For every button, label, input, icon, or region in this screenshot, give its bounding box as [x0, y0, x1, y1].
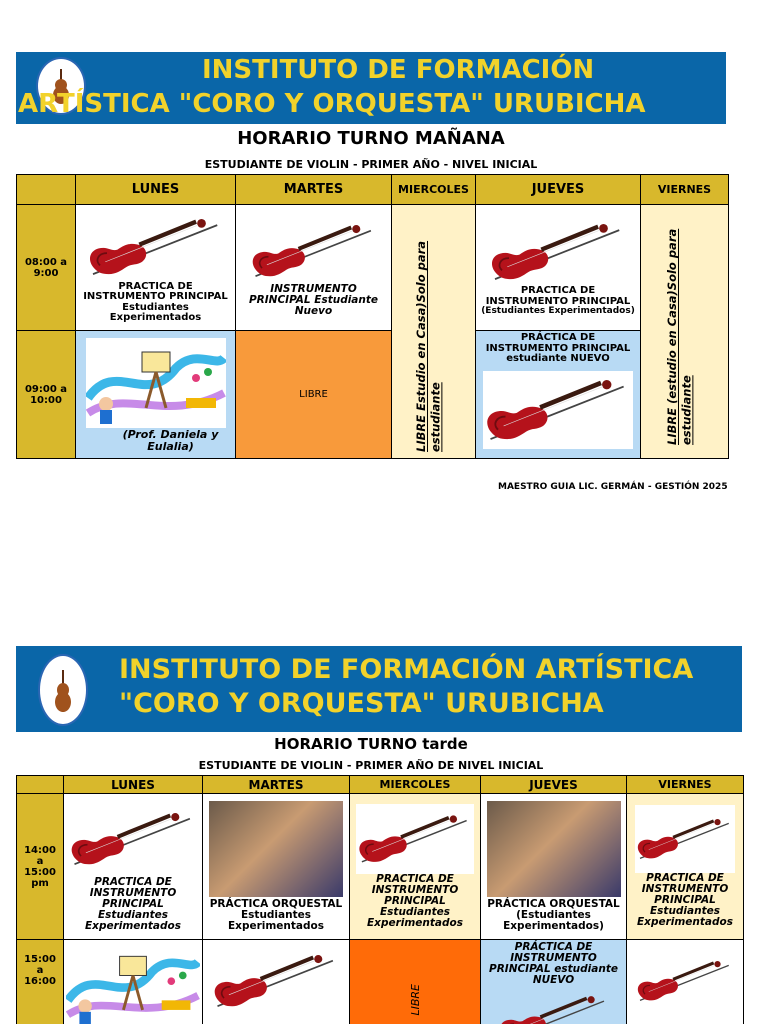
banner-bottom-line2: "CORO Y ORQUESTA" URUBICHA	[119, 688, 604, 719]
violin-image	[494, 994, 614, 1024]
violin-image	[483, 371, 633, 449]
subtitle-afternoon: ESTUDIANTE DE VIOLIN - PRIMER AÑO DE NIVEL INICIAL	[198, 759, 544, 772]
cell-thu-slot1-subtext: (Estudiantes Experimentados)	[481, 306, 635, 317]
cell-fri-slot1-text: PRACTICA DE INSTRUMENTO PRINCIPAL Estudiantes Experimentados	[637, 871, 733, 929]
schedule-table-afternoon	[16, 775, 744, 1024]
violin-image	[249, 218, 379, 284]
header-jueves: JUEVES	[481, 776, 627, 794]
header-corner	[17, 776, 64, 794]
orchestra-photo	[487, 801, 621, 897]
cell-tue-slot2-text: LIBRE	[299, 389, 328, 400]
time-slot-2: 09:00 a 10:00	[17, 331, 76, 459]
cell-thu-slot2-text: PRÁCTICA DE INSTRUMENTO PRINCIPAL estudiante NUEVO	[489, 941, 618, 987]
orchestra-photo	[209, 801, 343, 897]
cell-wed-slot2-text: LIBRE	[408, 984, 422, 1016]
music-theory-image	[66, 942, 200, 1024]
cell-fri-free	[641, 205, 729, 459]
cell-wed-slot1	[350, 794, 481, 940]
schedule-table-morning	[16, 174, 729, 459]
cell-mon-slot1-text: PRACTICA DE INSTRUMENTO PRINCIPAL Estudiantes Experimentados	[85, 875, 181, 933]
cell-fri-slot1	[627, 794, 744, 940]
header-lunes: LUNES	[64, 776, 203, 794]
violin-logo-icon	[40, 656, 86, 724]
cell-thu-slot1	[476, 205, 641, 331]
cell-mon-slot1	[76, 205, 236, 331]
banner-bottom	[16, 646, 742, 732]
header-martes: MARTES	[236, 175, 392, 205]
time-slot-1: 08:00 a 9:00	[17, 205, 76, 331]
cell-wed-vertical-text: LIBRE Estudio en Casa)Solo para estudiante	[413, 240, 442, 452]
violin-image	[635, 805, 735, 873]
page-title-afternoon: HORARIO TURNO tarde	[274, 735, 468, 753]
header-jueves: JUEVES	[476, 175, 641, 205]
cell-mon-slot2	[64, 940, 203, 1024]
header-miercoles: MIERCOLES	[392, 175, 476, 205]
cell-thu-slot1-text: PRACTICA DE INSTRUMENTO PRINCIPAL	[485, 285, 631, 307]
cell-thu-slot2-text: PRÁCTICA DE INSTRUMENTO PRINCIPAL estudiante NUEVO	[485, 332, 631, 364]
cell-mon-slot1-text: PRACTICA DE INSTRUMENTO PRINCIPAL Estudiantes Experimentados	[83, 280, 228, 323]
violin-image	[488, 218, 628, 286]
cell-fri-slot2	[627, 940, 744, 1024]
cell-thu-slot2	[481, 940, 627, 1024]
cell-wed-slot1-text: PRACTICA DE INSTRUMENTO PRINCIPAL Estudiantes Experimentados	[367, 872, 463, 930]
cell-mon-slot2-text: (Prof. Daniela y Eulalia)	[122, 427, 219, 453]
banner-top-line1: INSTITUTO DE FORMACIÓN	[202, 55, 595, 85]
cell-fri-vertical-text: LIBRE (estudio en Casa)Solo para estudiante	[664, 228, 693, 445]
cell-mon-slot2	[76, 331, 236, 459]
banner-bottom-line1: INSTITUTO DE FORMACIÓN ARTÍSTICA	[119, 654, 694, 685]
cell-thu-slot2	[476, 331, 641, 459]
cell-thu-slot1-text: PRÁCTICA ORQUESTAL	[487, 897, 620, 910]
cell-tue-slot1-text: PRÁCTICA ORQUESTAL Estudiantes Experimentados	[209, 897, 343, 932]
header-corner	[17, 175, 76, 205]
violin-image	[356, 804, 474, 874]
cell-tue-slot1-text: INSTRUMENTO PRINCIPAL Estudiante Nuevo	[248, 282, 379, 317]
time-slot-2: 15:00 a 16:00	[17, 940, 64, 1024]
institute-logo	[38, 654, 88, 726]
banner-top-line2: ARTÍSTICA "CORO Y ORQUESTA" URUBICHA	[18, 89, 646, 119]
cell-thu-slot1-subtext: (Estudiantes Experimentados)	[503, 908, 604, 932]
cell-tue-slot2	[203, 940, 350, 1024]
header-lunes: LUNES	[76, 175, 236, 205]
header-martes: MARTES	[203, 776, 350, 794]
cell-wed-slot2	[350, 940, 481, 1024]
cell-tue-slot1	[203, 794, 350, 940]
header-viernes: VIERNES	[641, 175, 729, 205]
cell-wed-free	[392, 205, 476, 459]
violin-image	[211, 946, 341, 1016]
cell-tue-slot2	[236, 331, 392, 459]
banner-top	[16, 52, 726, 124]
page-title-morning: HORARIO TURNO MAÑANA	[237, 128, 505, 149]
time-slot-1: 14:00 a 15:00 pm	[17, 794, 64, 940]
music-theory-image	[86, 337, 226, 429]
header-miercoles: MIERCOLES	[350, 776, 481, 794]
cell-thu-slot1	[481, 794, 627, 940]
violin-image	[68, 801, 198, 877]
cell-mon-slot1	[64, 794, 203, 940]
footer-teacher: MAESTRO GUIA LIC. GERMÁN - GESTIÓN 2025	[498, 482, 728, 492]
header-viernes: VIERNES	[627, 776, 744, 794]
subtitle-morning: ESTUDIANTE DE VIOLIN - PRIMER AÑO - NIVEL INICIAL	[204, 158, 538, 171]
violin-image	[86, 212, 226, 282]
cell-tue-slot1	[236, 205, 392, 331]
violin-image	[635, 946, 735, 1016]
